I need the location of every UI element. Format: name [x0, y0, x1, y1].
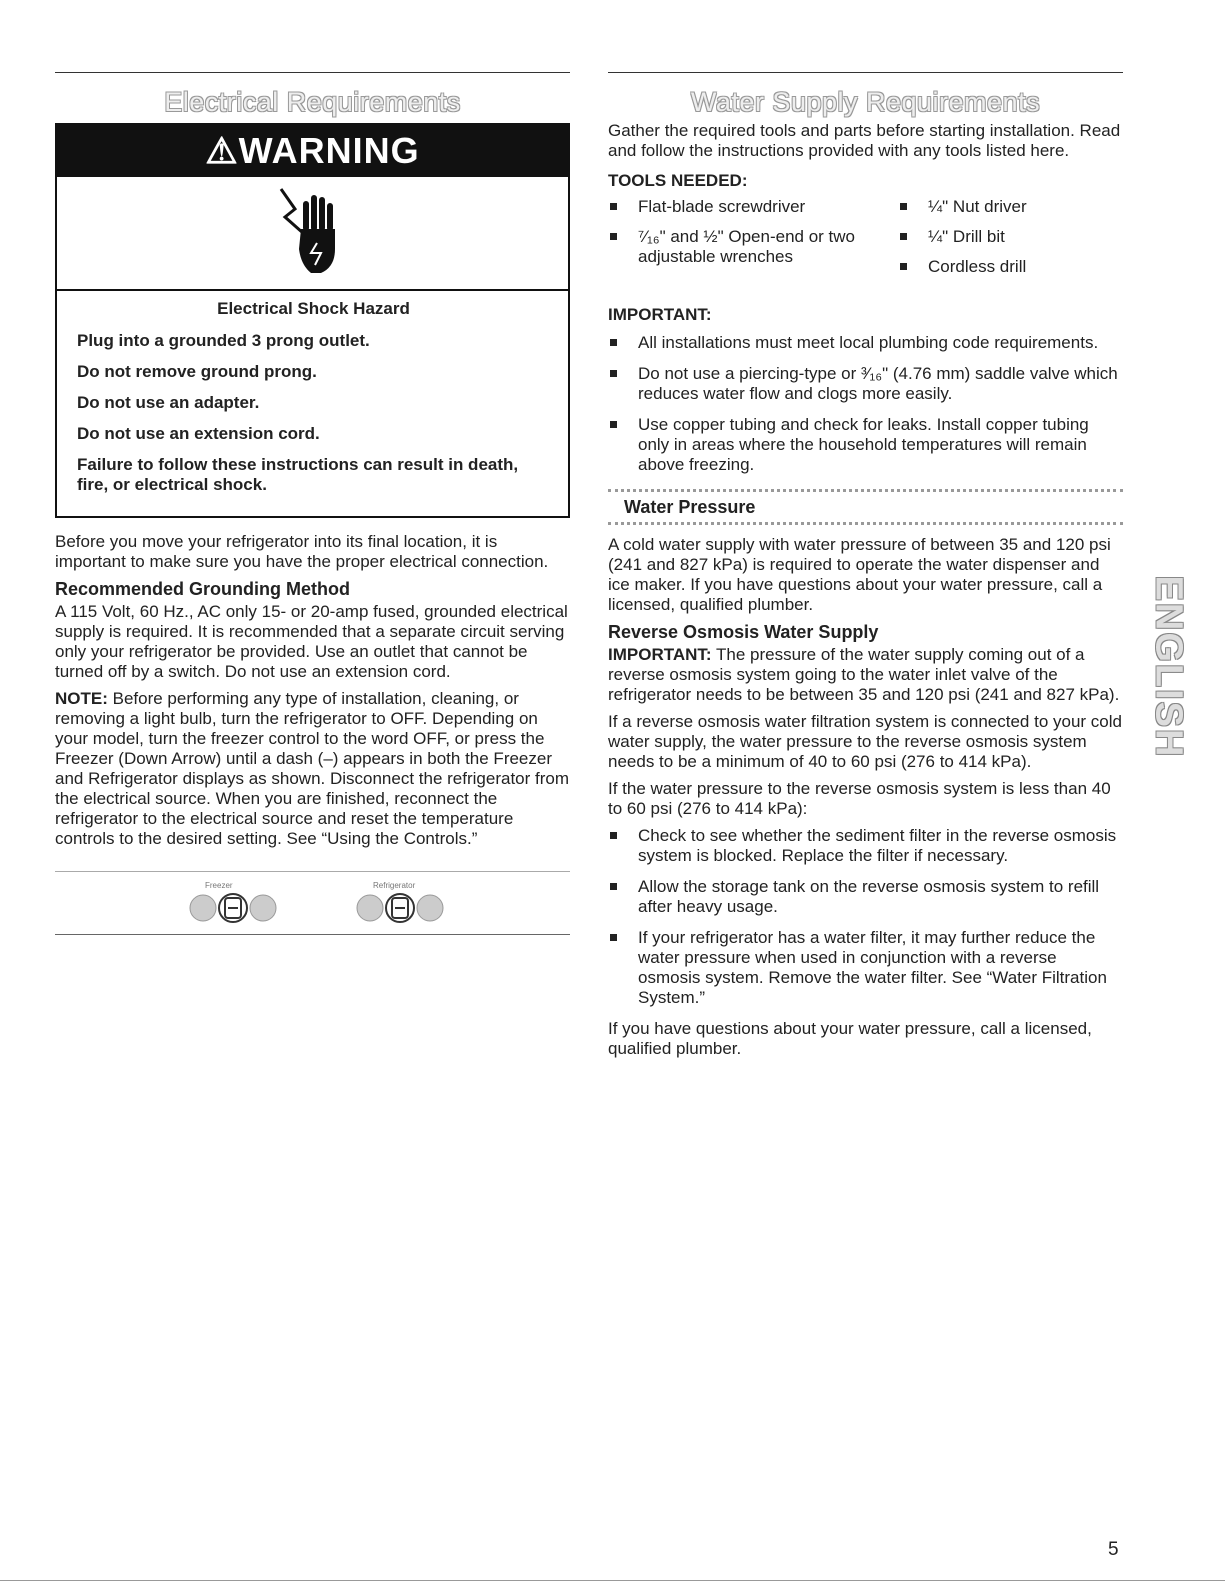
electrical-intro: Before you move your refrigerator into its final location, it is important to make sure you have the proper electrical connection. [55, 532, 549, 571]
list-item: If your refrigerator has a water filter, it may further reduce the water pressure when used in conjunction with a reverse osmosis system. Remove the water filter. See “Water Filtration System.” [608, 928, 1123, 1008]
refrigerator-label: Refrigerator [373, 881, 416, 890]
control-panel-edge [55, 934, 570, 935]
page-number: 5 [1108, 1539, 1119, 1560]
hazard-title: Electrical Shock Hazard [217, 299, 410, 318]
warning-line: Do not remove ground prong. [77, 362, 317, 381]
left-column [55, 72, 570, 948]
tools-list [608, 197, 1123, 297]
warning-line: Plug into a grounded 3 prong outlet. [77, 331, 370, 350]
warning-text [57, 291, 568, 516]
side-tab-label: ENGLISH [1147, 575, 1190, 759]
warning-heading: ⚠WARNING [57, 125, 568, 177]
ro-paragraph: If the water pressure to the reverse osmosis system is less than 40 to 60 psi (276 to 414 kPa): [608, 779, 1111, 818]
section-title-water: Water Supply Requirements [690, 87, 1041, 117]
ro-important-text: The pressure of the water supply coming out of a reverse osmosis system going to the water inlet valve of the refrigerator needs to be between 35 and 120 psi (241 and 827 kPa). [608, 645, 1120, 704]
note-paragraph [55, 689, 570, 849]
grounding-title: Recommended Grounding Method [55, 579, 350, 599]
warning-line: Do not use an extension cord. [77, 424, 320, 443]
bottom-rule [0, 1580, 1225, 1581]
water-pressure-text: A cold water supply with water pressure of between 35 and 120 psi (241 and 827 kPa) is required to operate the water dispenser and ice maker. If you have questions about your water pressure, call a licensed, qualified plumber. [608, 535, 1111, 614]
reverse-osmosis-title: Reverse Osmosis Water Supply [608, 622, 879, 642]
refrigerator-display-icon [350, 892, 450, 932]
tool-item: Cordless drill [898, 257, 1128, 277]
ro-important-label: IMPORTANT: [608, 645, 712, 664]
right-column [608, 72, 1123, 1066]
list-item: Do not use a piercing-type or ³⁄₁₆" (4.76 mm) saddle valve which reduces water flow and clogs more easily. [608, 364, 1123, 404]
tools-title: TOOLS NEEDED: [608, 171, 748, 190]
top-rule [608, 72, 1123, 73]
language-side-tab [1148, 565, 1188, 790]
warning-icon-area [57, 177, 568, 291]
ro-paragraph: If a reverse osmosis water filtration system is connected to your cold water supply, the water pressure to the reverse osmosis system needs to be a minimum of 40 to 60 psi (276 to 414 kPa). [608, 712, 1122, 771]
closing-paragraph: If you have questions about your water pressure, call a licensed, qualified plumber. [608, 1019, 1092, 1058]
electrical-shock-hand-icon [277, 187, 347, 277]
freezer-display-icon [183, 892, 283, 932]
freezer-label: Freezer [205, 881, 233, 890]
top-rule [55, 72, 570, 73]
list-item: Check to see whether the sediment filter in the reverse osmosis system is blocked. Replace the filter if necessary. [608, 826, 1123, 866]
section-title-electrical: Electrical Requirements [164, 87, 461, 117]
tool-item: ¼" Nut driver [898, 197, 1128, 217]
list-item: Allow the storage tank on the reverse osmosis system to refill after heavy usage. [608, 877, 1123, 917]
note-label: NOTE: [55, 689, 108, 708]
important-list [608, 333, 1123, 475]
grounding-text: A 115 Volt, 60 Hz., AC only 15- or 20-amp fused, grounded electrical supply is required. It is recommended that a separate circuit serving only your refrigerator be provided. Use an outlet that cannot be turned off by a switch. Do not use an extension cord. [55, 602, 568, 681]
control-display-illustration [55, 871, 570, 948]
important-label: IMPORTANT: [608, 305, 712, 324]
list-item: Use copper tubing and check for leaks. Install copper tubing only in areas where the household temperatures will remain above freezing. [608, 415, 1123, 475]
tool-item: ¼" Drill bit [898, 227, 1128, 247]
warning-line: Do not use an adapter. [77, 393, 260, 412]
tool-item: ⁷⁄₁₆" and ½" Open-end or two adjustable wrenches [608, 227, 878, 267]
warning-line: Failure to follow these instructions can result in death, fire, or electrical shock. [77, 455, 519, 494]
list-item: All installations must meet local plumbing code requirements. [608, 333, 1123, 353]
ro-list [608, 826, 1123, 1008]
note-text: Before performing any type of installation, cleaning, or removing a light bulb, turn the refrigerator to OFF. Depending on your model, turn the freezer control to the word OFF, or press the Freezer (Down Arrow) until a dash (–) appears in both the Freezer and Refrigerator displays as shown. Disconnect the refrigerator from the electrical source. When you are finished, reconnect the refrigerator to the electrical source and reset the temperature controls to the desired setting. See “Using the Controls.” [55, 689, 570, 848]
water-intro: Gather the required tools and parts before starting installation. Read and follow the instructions provided with any tools listed here. [608, 121, 1121, 160]
water-pressure-title: Water Pressure [608, 489, 1123, 525]
warning-box [55, 123, 570, 518]
ro-important-paragraph [608, 645, 1123, 705]
tool-item: Flat-blade screwdriver [608, 197, 878, 217]
